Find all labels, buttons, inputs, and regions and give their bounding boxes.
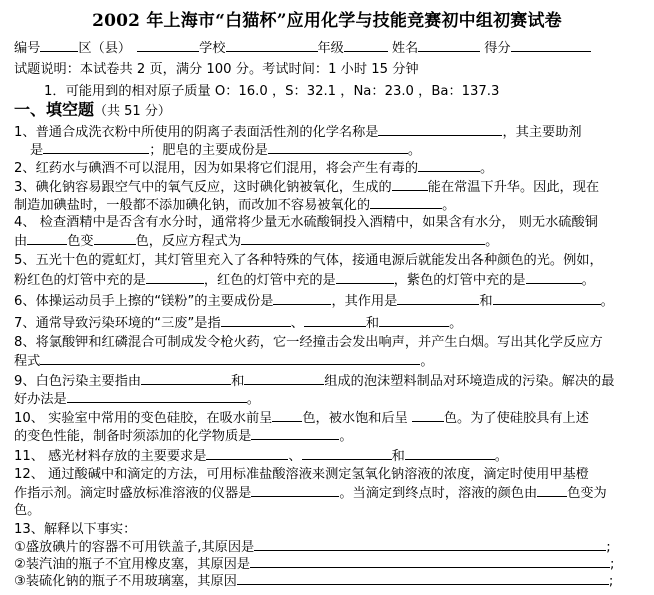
q12-text-e: 色。 bbox=[14, 503, 41, 518]
question-13-item-3 bbox=[14, 571, 642, 591]
number-blank[interactable] bbox=[40, 38, 78, 52]
q12-blank-2[interactable] bbox=[537, 483, 567, 497]
q3-blank-2[interactable] bbox=[370, 195, 442, 209]
q2-text-b: 。 bbox=[480, 161, 494, 176]
q6-text-c: 和 bbox=[479, 294, 493, 309]
q13-item-3-blank[interactable] bbox=[237, 571, 609, 585]
q11-blank-1[interactable] bbox=[206, 446, 288, 460]
q11-text-a: 11、 感光材料存放的主要要求是 bbox=[14, 449, 207, 464]
q10-text-d: 的变色性能，制备时须添加的化学物质是 bbox=[14, 429, 252, 444]
q6-blank-2[interactable] bbox=[397, 291, 479, 305]
question-4-line-2 bbox=[14, 231, 642, 251]
score-blank[interactable] bbox=[511, 38, 591, 52]
question-9-line-1 bbox=[14, 371, 642, 391]
q6-text-a: 6、体操运动员手上擦的“镁粉”的主要成份是 bbox=[14, 294, 274, 309]
q13-item-2-text: ②装汽油的瓶子不宜用橡皮塞，其原因是 bbox=[14, 557, 251, 572]
q4-text-b: 由 bbox=[14, 234, 28, 249]
q13-item-1-blank[interactable] bbox=[254, 537, 606, 551]
q9-blank-3[interactable] bbox=[67, 389, 247, 403]
question-9-line-2 bbox=[14, 389, 642, 409]
q4-text-c: 色变 bbox=[67, 234, 94, 249]
q7-text-d: 。 bbox=[449, 316, 463, 331]
q9-text-b: 和 bbox=[231, 374, 245, 389]
q5-text-c: ，红色的灯管中充的是 bbox=[203, 273, 336, 288]
q12-text-b: 作指示剂。滴定时盛放标准溶液的仪器是 bbox=[14, 486, 252, 501]
question-10-line-2 bbox=[14, 426, 642, 446]
q1-text-d: ；肥皂的主要成份是 bbox=[149, 143, 268, 158]
q6-text-b: ，其作用是 bbox=[331, 294, 398, 309]
q9-blank-1[interactable] bbox=[141, 371, 231, 385]
q3-text-a: 3、碘化钠容易跟空气中的氧气反应，这时碘化钠被氧化，生成的 bbox=[14, 180, 392, 195]
question-5-line-2 bbox=[14, 270, 642, 290]
q10-text-c: 色。为了使硅胶具有上述 bbox=[443, 411, 589, 426]
question-8-line-1: 8、将氯酸钾和红磷混合可制成发令枪火药，它一经撞击会发出响声，并产生白烟。写出其化学反应方 bbox=[14, 335, 603, 350]
section-points: （共 51 分） bbox=[94, 104, 171, 119]
question-7 bbox=[14, 313, 642, 333]
q7-blank-2[interactable] bbox=[304, 313, 366, 327]
q11-blank-3[interactable] bbox=[405, 446, 495, 460]
q11-text-b: 、 bbox=[288, 449, 302, 464]
q11-text-c: 和 bbox=[391, 449, 405, 464]
q12-text-c: 。当滴定到终点时，溶液的颜色由 bbox=[339, 486, 538, 501]
q3-text-c: 制造加碘盐时，一般都不添加碘化钠，而改加不容易被氧化的 bbox=[14, 198, 371, 213]
district-label: 区（县） bbox=[78, 41, 132, 56]
q7-text-c: 和 bbox=[365, 316, 380, 331]
q5-blank-3[interactable] bbox=[526, 270, 582, 284]
q7-blank-3[interactable] bbox=[379, 313, 449, 327]
q5-blank-2[interactable] bbox=[336, 270, 394, 284]
district-blank[interactable] bbox=[137, 38, 199, 52]
grade-label: 年级 bbox=[317, 41, 344, 56]
q9-text-a: 9、白色污染主要指由 bbox=[14, 374, 142, 389]
q12-blank-1[interactable] bbox=[251, 483, 339, 497]
instructions: 试题说明：本试卷共 2 页，满分 100 分。考试时间：1 小时 15 分钟 bbox=[14, 62, 419, 77]
q13-item-1-end: ; bbox=[606, 540, 611, 555]
question-10-line-1 bbox=[14, 408, 642, 428]
score-label: 得分 bbox=[484, 41, 511, 56]
q6-text-d: 。 bbox=[600, 294, 614, 309]
question-3-line-1 bbox=[14, 177, 642, 197]
q4-text-e: 。 bbox=[485, 234, 499, 249]
q5-blank-1[interactable] bbox=[146, 270, 204, 284]
q10-text-b: 色，被水饱和后呈 bbox=[302, 411, 408, 426]
q10-blank-1[interactable] bbox=[272, 408, 302, 422]
q13-item-2-blank[interactable] bbox=[250, 554, 610, 568]
q9-text-e: 。 bbox=[246, 392, 260, 407]
school-label: 学校 bbox=[199, 41, 226, 56]
q1-blank-2[interactable] bbox=[43, 140, 149, 154]
q6-blank-1[interactable] bbox=[273, 291, 331, 305]
q11-blank-2[interactable] bbox=[302, 446, 392, 460]
question-1-line-2 bbox=[30, 140, 654, 160]
q13-item-2-end: ; bbox=[610, 557, 615, 572]
q8-text-b: 程式 bbox=[14, 354, 41, 369]
q1-blank-3[interactable] bbox=[268, 140, 408, 154]
question-3-line-2 bbox=[14, 195, 642, 215]
question-1-line-1 bbox=[14, 122, 642, 142]
section-title: 一、填空题 bbox=[14, 100, 95, 119]
q4-blank-3[interactable] bbox=[241, 231, 485, 245]
q5-text-d: ，紫色的灯管中充的是 bbox=[393, 273, 526, 288]
q9-blank-2[interactable] bbox=[244, 371, 324, 385]
name-blank[interactable] bbox=[418, 38, 480, 52]
q10-blank-3[interactable] bbox=[251, 426, 339, 440]
question-5-line-1: 5、五光十色的霓虹灯，其灯管里充入了各种特殊的气体，接通电源后就能发出各种颜色的光。例如， bbox=[14, 253, 603, 268]
question-11 bbox=[14, 446, 642, 466]
q6-blank-3[interactable] bbox=[493, 291, 601, 305]
question-8-line-2 bbox=[14, 351, 642, 371]
q1-text-a: 1、普通合成洗衣粉中所使用的阴离子表面活性剂的化学名称是 bbox=[14, 125, 379, 140]
q3-text-d: 。 bbox=[442, 198, 456, 213]
grade-blank[interactable] bbox=[344, 38, 388, 52]
school-blank[interactable] bbox=[226, 38, 318, 52]
q10-text-e: 。 bbox=[339, 429, 353, 444]
q4-blank-1[interactable] bbox=[27, 231, 67, 245]
atomic-masses: 1．可能用到的相对原子质量 O：16.0 ，S：32.1 ，Na：23.0 ，Ba：137.3 bbox=[44, 84, 500, 99]
q13-item-3-text: ③装硫化钠的瓶子不用玻璃塞，其原因 bbox=[14, 574, 237, 589]
question-2 bbox=[14, 158, 642, 178]
question-12-line-2 bbox=[14, 483, 642, 503]
question-12-line-1: 12、 通过酸碱中和滴定的方法，可用标准盐酸溶液来测定氢氧化钠溶液的浓度，滴定时使用甲基橙 bbox=[14, 467, 589, 482]
question-4-line-1: 4、 检查酒精中是否含有水分时，通常将少量无水硫酸铜投入酒精中，如果含有水分， 则无水硫酸铜 bbox=[14, 215, 598, 230]
q1-text-c: 是 bbox=[30, 143, 44, 158]
q9-text-c: 组成的泡沫塑料制品对环境造成的污染。解决的最 bbox=[324, 374, 615, 389]
q8-text-c: 。 bbox=[420, 354, 434, 369]
q5-text-b: 粉红色的灯管中充的是 bbox=[14, 273, 146, 288]
page-title: 2002 年上海市“白猫杯”应用化学与技能竞赛初中组初赛试卷 bbox=[92, 11, 562, 31]
q3-blank-1[interactable] bbox=[392, 177, 428, 191]
q1-text-e: 。 bbox=[407, 143, 422, 158]
q4-text-d: 色，反应方程式为 bbox=[135, 234, 242, 249]
q1-text-b: ，其主要助剂 bbox=[502, 125, 582, 140]
q10-text-a: 10、 实验室中常用的变色硅胶，在吸水前呈 bbox=[14, 411, 273, 426]
number-label: 编号 bbox=[14, 41, 41, 56]
q7-text-b: 、 bbox=[290, 316, 304, 331]
section-heading bbox=[14, 100, 642, 121]
q8-blank-1[interactable] bbox=[40, 351, 420, 365]
q11-text-d: 。 bbox=[494, 449, 508, 464]
q9-text-d: 好办法是 bbox=[14, 392, 67, 407]
q13-item-3-end: ; bbox=[608, 574, 614, 589]
q1-blank-1[interactable] bbox=[378, 122, 502, 136]
q5-text-e: 。 bbox=[581, 273, 595, 288]
q3-text-b: 能在常温下升华。因此，现在 bbox=[427, 180, 600, 195]
header-info-row bbox=[14, 38, 642, 58]
q7-blank-1[interactable] bbox=[221, 313, 291, 327]
q4-blank-2[interactable] bbox=[94, 231, 136, 245]
q10-blank-2[interactable] bbox=[412, 408, 444, 422]
name-label: 姓名 bbox=[391, 41, 419, 56]
q13-item-1-text: ①盛放碘片的容器不可用铁盖子,其原因是 bbox=[14, 540, 255, 555]
q2-blank-1[interactable] bbox=[418, 158, 480, 172]
question-12-line-3 bbox=[14, 501, 642, 520]
question-13-heading: 13、解释以下事实： bbox=[14, 522, 137, 537]
question-6 bbox=[14, 291, 642, 311]
q7-text-a: 7、通常导致污染环境的“三废”是指 bbox=[14, 316, 221, 331]
q2-text-a: 2、红药水与碘酒不可以混用，因为如果将它们混用，将会产生有毒的 bbox=[14, 161, 419, 176]
q12-text-d: 色变为 bbox=[567, 486, 607, 501]
